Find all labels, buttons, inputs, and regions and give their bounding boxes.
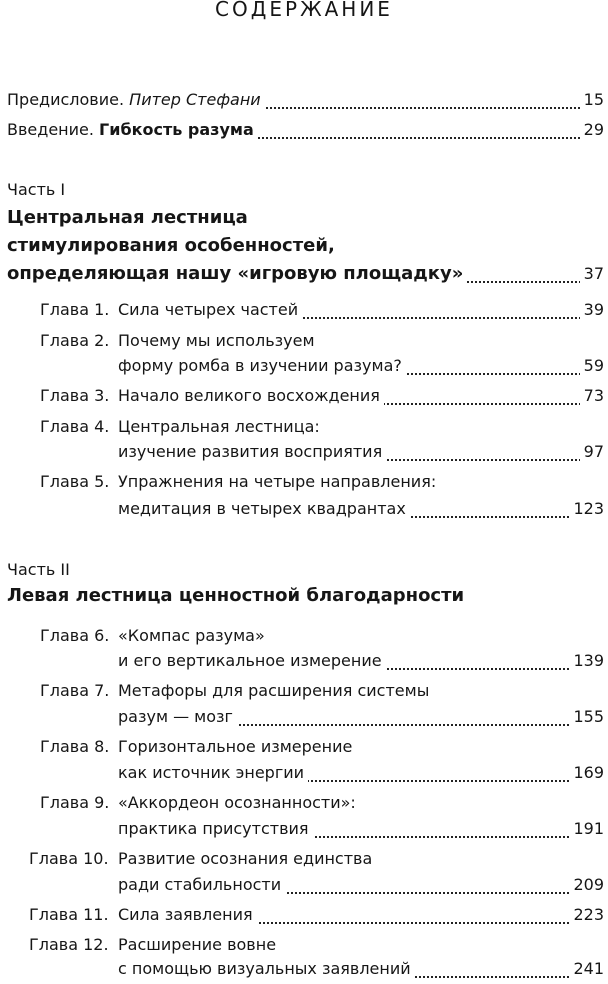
chapter-title: практика присутствия xyxy=(118,815,313,843)
toc-entry-chapter[interactable] xyxy=(0,815,608,843)
chapter-number: Глава 4. xyxy=(40,417,110,436)
toc-entry-chapter[interactable] xyxy=(0,296,608,324)
chapter-number: Глава 5. xyxy=(40,472,110,491)
leader-dots xyxy=(260,890,588,894)
page-number: 123 xyxy=(569,495,604,523)
chapter-number: Глава 7. xyxy=(40,681,110,700)
chapter-title: как источник энергии xyxy=(118,759,308,787)
page-number: 209 xyxy=(569,871,604,899)
toc-entry-chapter[interactable] xyxy=(0,901,608,929)
part-title-line: стимулирования особенностей, xyxy=(7,235,335,256)
leader-dots xyxy=(240,920,588,924)
part-title-line: Центральная лестница xyxy=(7,207,248,228)
chapter-title: Сила четырех частей xyxy=(118,296,302,324)
toc-entry-chapter[interactable] xyxy=(0,495,608,523)
toc-entry-intro[interactable] xyxy=(0,116,608,144)
toc-entry-preface[interactable] xyxy=(0,86,608,114)
chapter-title: и его вертикальное измерение xyxy=(118,647,386,675)
chapter-title: медитация в четырех квадрантах xyxy=(118,495,410,523)
chapter-title: форму ромба в изучении разума? xyxy=(118,352,406,380)
chapter-title: Начало великого восхождения xyxy=(118,382,384,410)
chapter-number: Глава 10. xyxy=(29,849,109,868)
chapter-title: с помощью визуальных заявлений xyxy=(118,955,415,983)
toc-entry-chapter[interactable] xyxy=(0,647,608,675)
toc-entry-part1[interactable] xyxy=(0,260,608,288)
toc-entry-chapter[interactable] xyxy=(0,703,608,731)
preface-label: Предисловие. xyxy=(7,90,125,109)
toc-entry-chapter[interactable] xyxy=(0,352,608,380)
page-number: 169 xyxy=(569,759,604,787)
part-title: Левая лестница ценностной благодарности xyxy=(7,585,465,606)
chapter-number: Глава 6. xyxy=(40,626,110,645)
toc-entry-chapter[interactable] xyxy=(0,871,608,899)
part-label: Часть II xyxy=(7,560,70,579)
page-number: 15 xyxy=(580,86,604,114)
intro-label: Введение. xyxy=(7,120,94,139)
page-number: 223 xyxy=(569,901,604,929)
chapter-number: Глава 12. xyxy=(29,935,109,954)
leader-dots xyxy=(220,722,588,726)
toc-entry-chapter[interactable] xyxy=(0,438,608,466)
chapter-number: Глава 8. xyxy=(40,737,110,756)
page-number: 59 xyxy=(580,352,604,380)
chapter-title: изучение развития восприятия xyxy=(118,438,386,466)
page-number: 139 xyxy=(569,647,604,675)
chapter-number: Глава 3. xyxy=(40,386,110,405)
chapter-title: Горизонтальное измерение xyxy=(118,737,353,756)
part-label: Часть I xyxy=(7,180,66,199)
page-number: 97 xyxy=(580,438,604,466)
toc-entry-chapter[interactable] xyxy=(0,955,608,983)
chapter-number: Глава 9. xyxy=(40,793,110,812)
page-number: 155 xyxy=(569,703,604,731)
page-number: 73 xyxy=(580,382,604,410)
chapter-number: Глава 1. xyxy=(40,300,110,319)
intro-title: Гибкость разума xyxy=(99,120,254,139)
toc-entry-chapter[interactable] xyxy=(0,759,608,787)
chapter-title: Расширение вовне xyxy=(118,935,277,954)
chapter-number: Глава 11. xyxy=(29,905,109,924)
chapter-title: «Компас разума» xyxy=(118,626,265,645)
page-title: СОДЕРЖАНИЕ xyxy=(215,0,393,21)
chapter-title: разум — мозг xyxy=(118,703,237,731)
chapter-title: Почему мы используем xyxy=(118,331,315,350)
chapter-title: ради стабильности xyxy=(118,871,285,899)
page-number: 29 xyxy=(580,116,604,144)
chapter-title: Метафоры для расширения системы xyxy=(118,681,430,700)
chapter-title: Упражнения на четыре направления: xyxy=(118,472,437,491)
chapter-title: «Аккордеон осознанности»: xyxy=(118,793,356,812)
page-number: 39 xyxy=(580,296,604,324)
chapter-number: Глава 2. xyxy=(40,331,110,350)
part-title-line: определяющая нашу «игровую площадку» xyxy=(7,260,467,288)
leader-dots xyxy=(260,778,588,782)
preface-author: Питер Стефани xyxy=(129,90,261,109)
chapter-title: Развитие осознания единства xyxy=(118,849,373,868)
page-number: 241 xyxy=(569,955,604,983)
chapter-title: Центральная лестница: xyxy=(118,417,320,436)
chapter-title: Сила заявления xyxy=(118,901,257,929)
page-number: 191 xyxy=(569,815,604,843)
toc-entry-chapter[interactable] xyxy=(0,382,608,410)
page-number: 37 xyxy=(580,260,604,288)
